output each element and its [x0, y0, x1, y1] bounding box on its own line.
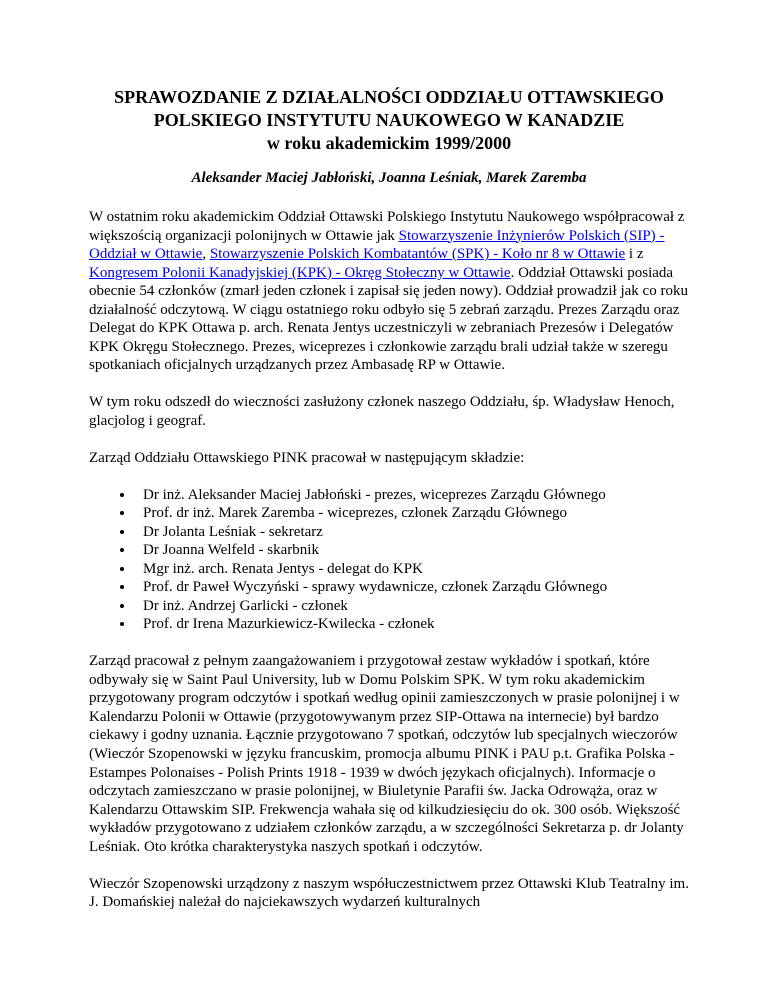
text-run: ,: [202, 246, 210, 263]
document-title: [89, 86, 689, 155]
hyperlink[interactable]: Stowarzyszenie Inżynierów Polskich (SIP) - Oddział w Ottawie: [89, 227, 665, 263]
board-member-item: • Prof. dr Paweł Wyczyński - sprawy wydawnicze, członek Zarządu Głównego: [135, 578, 689, 597]
title-line-2: POLSKIEGO INSTYTUTU NAUKOWEGO W KANADZIE: [153, 109, 625, 130]
board-member-item: • Prof. dr inż. Marek Zaremba - wiceprezes, członek Zarządu Głównego: [135, 504, 689, 523]
text-run: i z: [625, 246, 644, 263]
paragraph-activities: Zarząd pracował z pełnym zaangażowaniem i przygotował zestaw wykładów i spotkań, które odbywały się w Saint Paul University, lub w Domu Polskim SPK. W tym roku akademickim przygotowany program odczytów i spotkań według opinii zamieszczonych w prasie polonijnej i w Kalendarzu Polonii w Ottawie (przygotowywanym przez SIP-Ottawa na internecie) był bardzo ciekawy i godny uznania. Łącznie przygotowano 7 spotkań, odczytów lub specjalnych wieczorów (Wieczór Szopenowski w języku francuskim, promocja albumu PINK i PAU p.t. Grafika Polska - Estampes Polonaises - Polish Prints 1918 - 1939 w dwóch językach oficjalnych). Informacje o odczytach zamieszczano w prasie polonijnej, w Biuletynie Parafii św. Jacka Odrowąża, oraz w Kalendarzu Ottawskim SIP. Frekwencja wahała się od kilkudziesięciu do ok. 300 osób. Większość wykładów przygotowano z udziałem członków zarządu, a w szczególności Sekretarza p. dr Jolanty Leśniak. Oto krótka charakterystyka naszych spotkań i odczytów.: [89, 653, 684, 855]
board-member-item: • Dr inż. Aleksander Maciej Jabłoński - prezes, wiceprezes Zarządu Głównego: [135, 486, 689, 505]
board-member-item: • Dr Joanna Welfeld - skarbnik: [135, 541, 689, 560]
board-members-list: [89, 486, 689, 634]
paragraph-intro: [89, 208, 689, 375]
paragraph-obituary: W tym roku odszedł do wieczności zasłużony członek naszego Oddziału, śp. Władysław Henoch, glacjolog i geograf.: [89, 394, 675, 429]
authors-line: Aleksander Maciej Jabłoński, Joanna Leśniak, Marek Zaremba: [191, 169, 587, 186]
hyperlink[interactable]: Stowarzyszenie Polskich Kombatantów (SPK) - Koło nr 8 w Ottawie: [209, 246, 626, 263]
text-run: . Oddział Ottawski posiada obecnie 54 członków (zmarł jeden członek i zapisał się jeden nowy). Oddział prowadził jak co roku działalność odczytową. W ciągu ostatniego roku odbyło się 5 zebrań zarządu. Prezes Zarządu oraz Delegat do KPK Ottawa p. arch. Renata Jentys uczestniczyli w zebraniach Prezesów i Delegatów KPK Okręgu Stołecznego. Prezes, wiceprezes i członkowie zarządu brali udział także w szeregu spotkaniach oficjalnych urządzanych przez Ambasadę RP w Ottawie.: [89, 264, 688, 374]
paragraph-board-intro: Zarząd Oddziału Ottawskiego PINK pracował w następującym składzie:: [89, 449, 525, 466]
text-run: W ostatnim roku akademickim Oddział Ottawski Polskiego Instytutu Naukowego współpracował z większością organizacji polonijnych w Ottawie jak: [89, 209, 685, 244]
title-line-3: w roku akademickim 1999/2000: [266, 132, 512, 153]
paragraph-chopin-evening: Wieczór Szopenowski urządzony z naszym współuczestnictwem przez Ottawski Klub Teatralny im. J. Domańskiej należał do najciekawszych wydarzeń kulturalnych: [89, 875, 689, 911]
board-member-item: • Dr inż. Andrzej Garlicki - członek: [135, 597, 689, 616]
hyperlink[interactable]: Kongresem Polonii Kanadyjskiej (KPK) - Okręg Stołeczny w Ottawie: [89, 264, 511, 281]
board-member-item: • Dr Jolanta Leśniak - sekretarz: [135, 523, 689, 542]
title-line-1: SPRAWOZDANIE Z DZIAŁALNOŚCI ODDZIAŁU OTTAWSKIEGO: [114, 87, 664, 107]
board-member-item: • Prof. dr Irena Mazurkiewicz-Kwilecka - członek: [135, 615, 689, 634]
board-member-item: • Mgr inż. arch. Renata Jentys - delegat do KPK: [135, 560, 689, 579]
